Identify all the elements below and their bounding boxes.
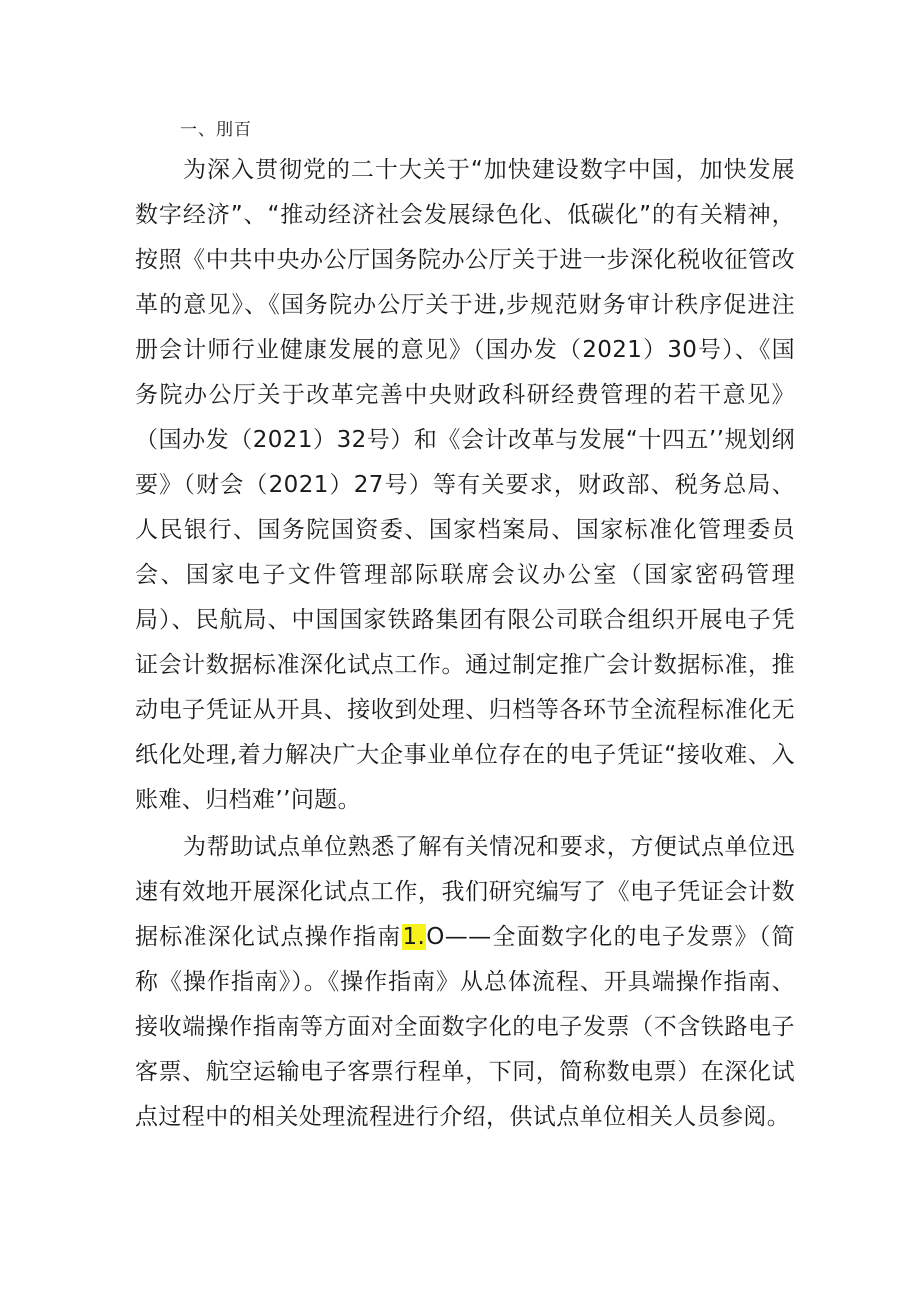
paragraph-purpose: [135, 825, 795, 1140]
paragraph-background: 为深入贯彻党的二十大关于“加快建设数字中国，加快发展数字经济”、“推动经济社会发展绿色化、低碳化”的有关精神，按照《中共中央办公厅国务院办公厅关于进一步深化税收征管改革的意见》、《国务院办公厅关于进,步规范财务审计秩序促进注册会计师行业健康发展的意见》（国办发（2021）30号）、《国务院办公厅关于改革完善中央财政科研经费管理的若干意见》（国办发（2021）32号）和《会计改革与发展“十四五’’规划纲要》（财会（2021）27号）等有关要求，财政部、税务总局、人民银行、国务院国资委、国家档案局、国家标准化管理委员会、国家电子文件管理部际联席会议办公室（国家密码管理局）、民航局、中国国家铁路集团有限公司联合组织开展电子凭证会计数据标准深化试点工作。通过制定推广会计数据标准，推动电子凭证从开具、接收到处理、归档等各环节全流程标准化无纸化处理,着力解决广大企事业单位存在的电子凭证“接收难、入账难、归档难’’问题。: [135, 157, 795, 813]
paragraph-purpose-text-after: O——全面数字化的电子发票》（简称《操作指南》）。《操作指南》从总体流程、开具端操作指南、接收端操作指南等方面对全面数字化的电子发票（不含铁路电子客票、航空运输电子客票行程单，下同，简称数电票）在深化试点过程中的相关处理流程进行介绍，供试点单位相关人员参阅。: [135, 924, 795, 1130]
paragraph-purpose-text-before: 为帮助试点单位熟悉了解有关情况和要求，方便试点单位迅速有效地开展深化试点工作，我们研究编写了《电子凭证会计数据标准深化试点操作指南: [135, 834, 795, 950]
highlighted-version-number: 1.: [402, 924, 426, 950]
section-heading: 一、刖百: [180, 120, 252, 140]
